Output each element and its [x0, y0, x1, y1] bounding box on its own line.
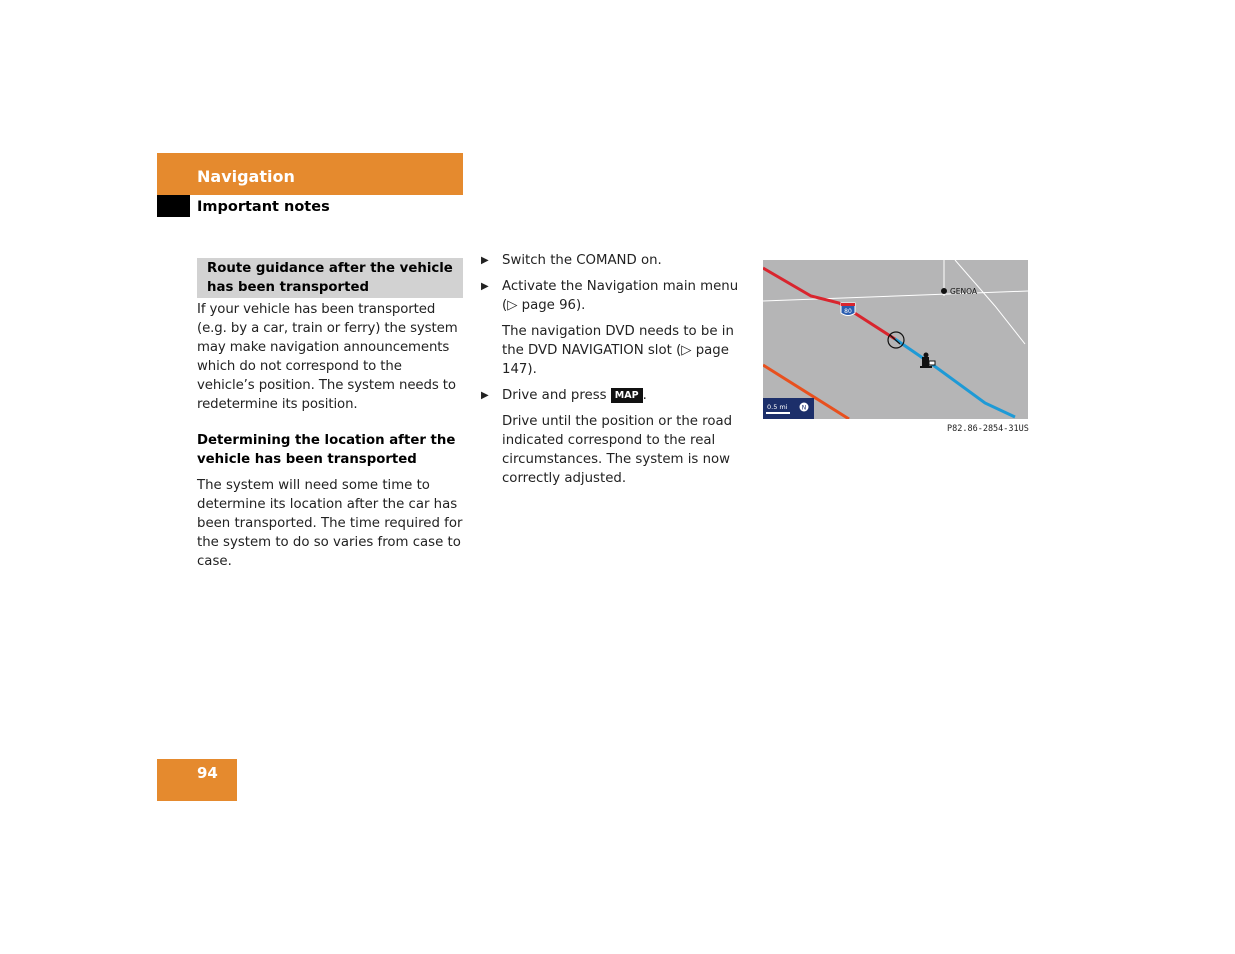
step-note: The navigation DVD needs to be in the DVD NAVIGATION slot (▷ page 147).: [502, 324, 734, 377]
road-line: [955, 260, 1025, 344]
step-item: [481, 251, 751, 270]
town-label: GENOA: [950, 287, 978, 296]
section-marker: [157, 195, 190, 217]
section-title: Important notes: [197, 199, 330, 215]
detail-paragraph: The system will need some time to determine its location after the car has been transported. The time required for the system to do so varies from case to case.: [197, 478, 463, 569]
chapter-header-bar: [157, 153, 463, 195]
bullet-arrow-icon: ▶: [481, 390, 489, 401]
bullet-arrow-icon: ▶: [481, 255, 489, 266]
chapter-title: Navigation: [197, 167, 295, 186]
step-text: Drive and press: [502, 388, 611, 403]
step-note: Drive until the position or the road indicated correspond to the real circumstances. The system is now correctly adjusted.: [502, 414, 733, 486]
bullet-arrow-icon: ▶: [481, 281, 489, 292]
step-item: [481, 277, 751, 315]
map-drawing: [763, 260, 1028, 419]
subheading: Determining the location after the vehicle has been transported: [197, 433, 456, 467]
highway-shield-icon: [841, 303, 855, 316]
navigation-map-figure: [763, 260, 1028, 419]
step-item: [481, 386, 751, 405]
page-number-box: [157, 759, 237, 801]
map-key-icon: MAP: [611, 388, 643, 403]
intro-paragraph: If your vehicle has been transported (e.g. by a car, train or ferry) the system may make navigation announcements which do not correspond to the vehicle’s position. The system needs to redetermine its position.: [197, 302, 458, 412]
svg-text:N: N: [801, 404, 807, 412]
page-number: 94: [197, 764, 218, 782]
left-column: [197, 258, 463, 571]
position-marker-icon: [888, 332, 904, 348]
box-heading: Route guidance after the vehicle has been transported: [197, 258, 463, 298]
step-text-end: .: [642, 388, 647, 403]
instruction-steps: [481, 251, 751, 495]
route-blue-segment: [895, 339, 1015, 417]
town-dot-icon: [941, 288, 947, 294]
route-red-segment: [763, 268, 895, 339]
figure-caption: P82.86-2854-31US: [947, 424, 1029, 434]
step-text: Switch the COMAND on.: [502, 253, 662, 268]
scale-label: 0.5 mi: [767, 403, 788, 411]
step-text: Activate the Navigation main menu (▷ page 96).: [502, 279, 739, 313]
highway-number: 80: [844, 308, 852, 315]
scale-indicator: [763, 398, 814, 419]
